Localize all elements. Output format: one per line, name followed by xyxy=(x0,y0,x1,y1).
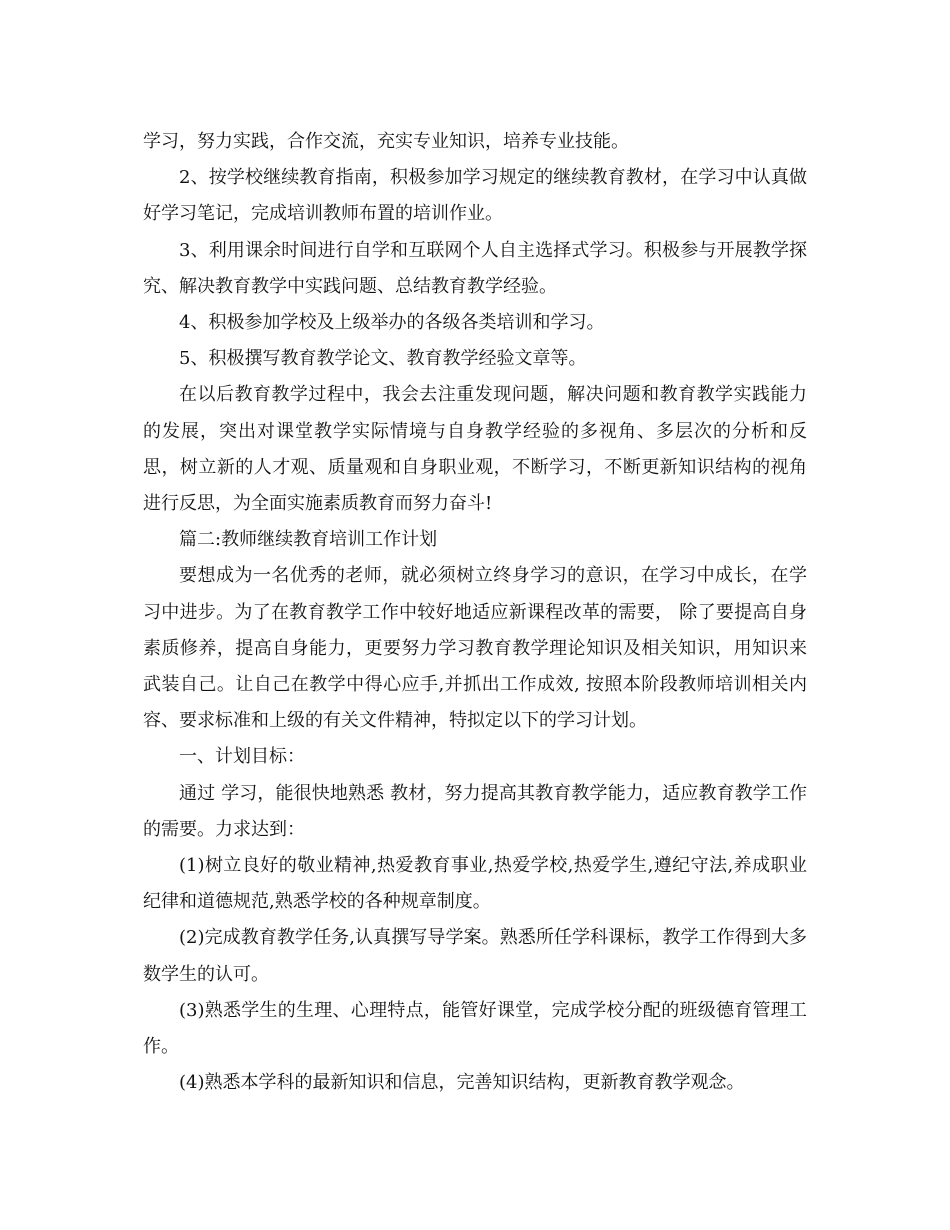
list-item: (2)完成教育教学任务,认真撰写导学案。熟悉所任学科课标，教学工作得到大多数学生的认可。 xyxy=(143,927,807,985)
paragraph: 要想成为一名优秀的老师，就必须树立终身学习的意识，在学习中成长，在学习中进步。为了在教育教学工作中较好地适应新课程改革的需要， 除了要提高自身素质修养，提高自身能力，更要努力学习教育教学理论知识及相关知识，用知识来武装自己。让自己在教学中得心应手,并抓出工作成效, 按照本阶段教师培训相关内容、要求标准和上级的有关文件精神，特拟定以下的学习计划。 xyxy=(143,565,807,732)
document-body xyxy=(143,124,807,1101)
paragraph: 2、按学校继续教育指南，积极参加学习规定的继续教育教材，在学习中认真做好学习笔记，完成培训教师布置的培训作业。 xyxy=(143,167,807,225)
list-item: (4)熟悉本学科的最新知识和信息，完善知识结构，更新教育教学观念。 xyxy=(179,1072,745,1094)
list-item: (3)熟悉学生的生理、心理特点，能管好课堂，完成学校分配的班级德育管理工作。 xyxy=(143,999,807,1058)
paragraph: 在以后教育教学过程中，我会去注重发现问题，解决问题和教育教学实践能力的发展，突出对课堂教学实际情境与自身教学经验的多视角、多层次的分析和反思，树立新的人才观、质量观和自身职业观，不断学习，不断更新知识结构的视角进行反思，为全面实施素质教育而努力奋斗! xyxy=(143,384,807,515)
paragraph: 3、利用课余时间进行自学和互联网个人自主选择式学习。积极参与开展教学探究、解决教育教学中实践问题、总结教育教学经验。 xyxy=(143,239,807,297)
list-item: (1)树立良好的敬业精神,热爱教育事业,热爱学校,热爱学生,遵纪守法,养成职业纪律和道德规范,熟悉学校的各种规章制度。 xyxy=(143,855,807,913)
paragraph: 5、积极撰写教育教学论文、教育教学经验文章等。 xyxy=(179,348,587,370)
subsection-heading: 一、计划目标： xyxy=(179,746,305,768)
section-heading: 篇二:教师继续教育培训工作计划 xyxy=(179,529,438,551)
paragraph: 通过 学习，能很快地熟悉 教材，努力提高其教育教学能力，适应教育教学工作的需要。力求达到： xyxy=(143,782,807,840)
paragraph: 4、积极参加学校及上级举办的各级各类培训和学习。 xyxy=(179,312,605,334)
paragraph: 学习，努力实践，合作交流，充实专业知识，培养专业技能。 xyxy=(143,131,629,152)
